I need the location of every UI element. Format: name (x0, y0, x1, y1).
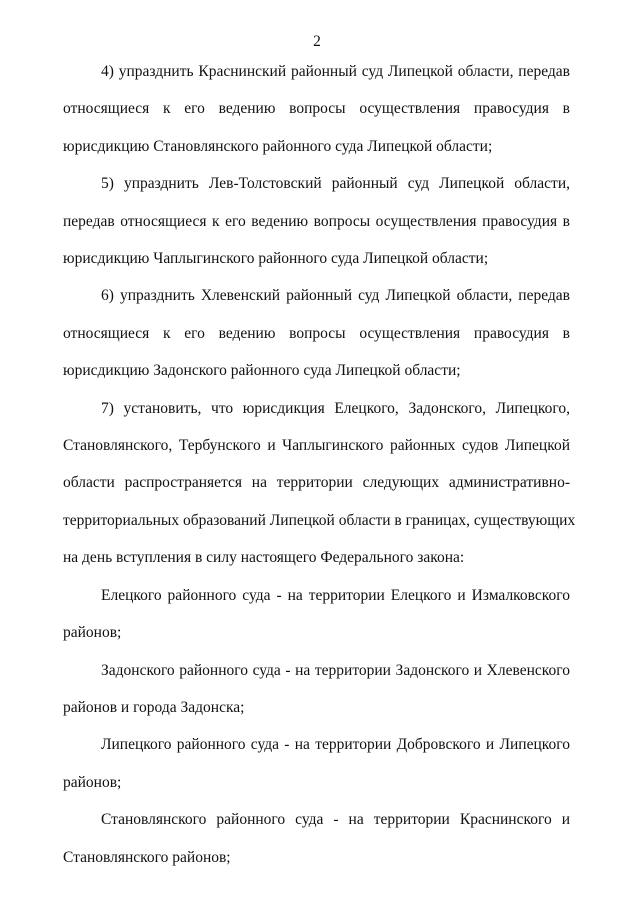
text-line: Становлянского районов; (63, 848, 231, 866)
text-line: Липецкого районного суда - на территории Добровского и Липецкого (101, 736, 570, 754)
text-line: 7) установить, что юрисдикция Елецкого, Задонского, Липецкого, (101, 399, 570, 417)
text-line: 4) упразднить Краснинский районный суд Липецкой области, передав (101, 63, 570, 80)
paragraph-yelets-court (63, 577, 570, 652)
text-line: районов; (63, 624, 122, 642)
text-line: Становлянского районного суда - на территории Краснинского и (101, 811, 570, 829)
text-line: юрисдикцию Задонского районного суда Липецкой области; (63, 362, 461, 380)
text-line: передав относящиеся к его ведению вопросы осуществления правосудия в (63, 212, 570, 230)
text-line: Задонского районного суда - на территории Задонского и Хлевенского (101, 661, 570, 679)
text-line: относящиеся к его ведению вопросы осуществления правосудия в (63, 324, 570, 342)
paragraph-lipetsk-court (63, 726, 570, 801)
text-line: 6) упразднить Хлевенский районный суд Липецкой области, передав (101, 287, 570, 305)
paragraph-stanovoe-court (63, 801, 570, 876)
text-line: районов и города Задонска; (63, 698, 245, 716)
paragraph-item-7 (63, 390, 576, 577)
page-number: 2 (313, 33, 321, 50)
text-line: территориальных образований Липецкой области в границах, существующих (63, 511, 576, 529)
text-line: Становлянского, Тербунского и Чаплыгинского районных судов Липецкой (63, 437, 570, 455)
paragraph-item-6 (63, 277, 570, 389)
text-line: юрисдикцию Становлянского районного суда Липецкой области; (63, 137, 493, 155)
text-line: юрисдикцию Чаплыгинского районного суда Липецкой области; (63, 250, 489, 268)
text-line: на день вступления в силу настоящего Федерального закона: (63, 549, 465, 567)
paragraph-zadonsk-court (63, 652, 570, 727)
text-line: 5) упразднить Лев-Толстовский районный суд Липецкой области, (101, 175, 570, 193)
text-line: районов; (63, 773, 122, 791)
paragraph-item-5 (63, 165, 570, 277)
document-body (63, 53, 576, 876)
text-line: относящиеся к его ведению вопросы осуществления правосудия в (63, 100, 570, 118)
paragraph-item-4 (63, 53, 570, 165)
text-line: области распространяется на территории следующих административно- (63, 474, 570, 492)
text-line: Елецкого районного суда - на территории Елецкого и Измалковского (101, 586, 570, 604)
